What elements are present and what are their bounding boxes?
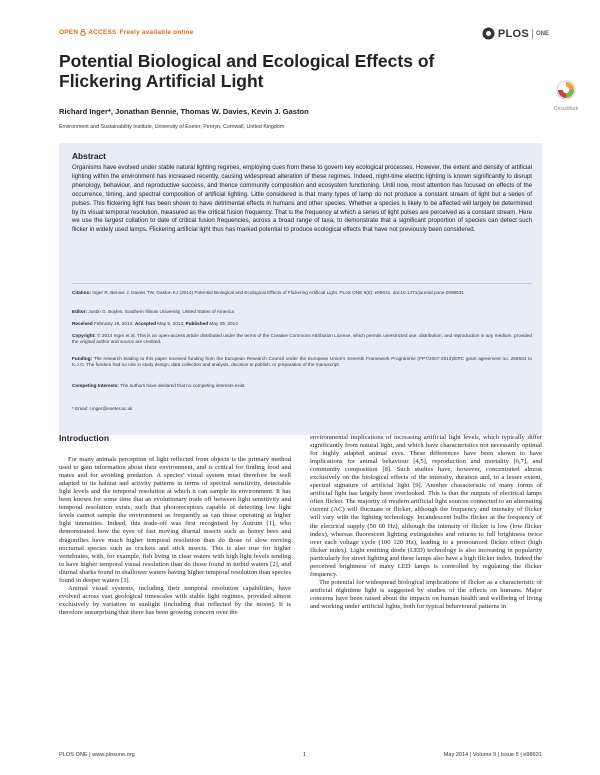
open-label: OPEN	[59, 29, 79, 36]
competing-interests-line	[72, 383, 532, 389]
author-list: Richard Inger*, Jonathan Bennie, Thomas W. Davies, Kevin J. Gaston	[59, 107, 309, 116]
crossmark-icon	[556, 80, 576, 100]
funding-line	[72, 356, 532, 368]
intro-paragraph: environmental implications of increasing artificial light levels, which typically differ significantly from natural light, and which have characteristics not necessarily optimal for highly adapted animal eyes. These differences have been shown to have implications for animal behaviour [4,5], reproduction and mortality [6,7], and community composition [8]. Such studies have, however, concentrated almost exclusively on the biological effects of the intensity, duration and, to a lesser extent, spectral signature of artificial light [9]. Another characteristic of many forms of artificial light has largely been overlooked. This is that the outputs of electrical lamps often flicker. The majority of modern artificial light sources connected to an alternating current (AC) will fluctuate or flicker, although the frequency and intensity of flicker will vary with the lighting technology. Incandescent bulbs flicker at the frequency of the electrical supply (50 60 Hz), although the intensity of flicker is low (low flicker index), whereas fluorescent lighting extinguishes and returns to full brightness twice over each voltage cycle (100 120 Hz), leading to a pronounced flicker effect (high flicker index). Light emitting diode (LED) technology is also increasing in popularity particularly for street lighting and these lamps also have a high flicker index. Indeed the perceived brightness of many LED lamps is controlled by regulating the flicker frequency.	[310, 434, 542, 578]
plos-one-logo	[482, 27, 549, 40]
competing-label: Competing Interests:	[72, 383, 119, 388]
intro-paragraph: The potential for widespread biological implications of flicker as a characteristic of artificial nighttime light is suggested by studies of the effects on humans. Major concerns have been raised about the impacts on human health and wellbeing of living and working under artificial lights, both for typical behavioural patterns in	[310, 578, 542, 610]
accepted-date: May 5, 2014;	[157, 321, 185, 326]
page-footer	[59, 752, 542, 762]
citation-label: Citation:	[72, 290, 92, 295]
plos-logo-icon	[482, 27, 495, 40]
plos-wordmark: PLOS	[497, 27, 529, 40]
editor-line	[72, 309, 532, 315]
intro-paragraph: Animal visual systems, including their temporal resolution capabilities, have evolved across vast geological timescales with stable light regimes, provided almost exclusively by variation in sunlight (including that reflected by the moon). It is therefore unsurprising that there has been growing concern over the	[59, 584, 291, 616]
crossmark-label: CrossMark	[553, 106, 579, 112]
body-column-right	[310, 434, 542, 611]
access-label: ACCESS	[88, 29, 117, 36]
footer-journal-url[interactable]: PLOS ONE | www.plosone.org	[59, 752, 135, 758]
abstract-text: Organisms have evolved under stable natural lighting regimes, employing cues from these to govern key ecological processes. However, the extent and density of artificial lighting within the environment has increased recently, causing widespread alteration of these regimes. Indeed, night-time electric lighting is known significantly to disrupt phenology, behaviour, and reproductive success, and thence community composition and ecosystem functioning. Until now, most attention has focused on effects of the occurrence, timing, and spectral composition of artificial lighting. Little considered is that many types of lamp do not produce a constant stream of light but a series of pulses. This flickering light has been shown to have detrimental effects in humans and other species. Whether a species is likely to be affected will largely be determined by its visual temporal resolution, measured as the critical fusion frequency. That is the frequency at which a series of light pulses are perceived as a constant stream. Here we use the largest collation to date of critical fusion frequencies, across a broad range of taxa, to demonstrate that a significant proportion of species can detect such flicker in widely used lamps. Flickering artificial light thus has marked potential to produce ecological effects that have not previously been considered.	[72, 164, 532, 234]
page-number: 1	[303, 752, 307, 758]
copyright-text: © 2014 Inger et al. This is an open-access article distributed under the terms of the Creative Commons Attribution License, which permits unrestricted use, distribution, and reproduction in any medium, provided the original author and source are credited.	[72, 333, 532, 345]
abstract-heading: Abstract	[72, 151, 106, 161]
footer-issue-info: May 2014 | Volume 9 | Issue 5 | e98631	[443, 752, 542, 758]
citation-text: Inger R, Bennie J, Davies TW, Gaston KJ (2014) Potential Biological and Ecological Effects of Flickering Artificial Light. PLoS ONE 9(5): e98631. doi:10.1371/journal.pone.0098631	[92, 290, 464, 295]
published-label: Published	[185, 321, 209, 326]
abstract-divider	[72, 283, 532, 284]
affiliation: Environment and Sustainability Institute, University of Exeter, Penryn, Cornwall, United Kingdom	[59, 124, 285, 130]
funding-label: Funding:	[72, 356, 93, 361]
abstract-section	[72, 151, 532, 235]
copyright-line	[72, 333, 532, 345]
funding-text: The research leading to this paper received funding from the European Research Council under the European Union's Seventh Framework Programme (FP7/2007-2013)/ERC grant agreement no. 268504 to K.J.G. The funders had no role in study design, data collection and analysis, decision to publish, or preparation of the manuscript.	[72, 356, 532, 368]
copyright-label: Copyright:	[72, 333, 96, 338]
competing-text: The authors have declared that no competing interests exist.	[120, 383, 246, 388]
plos-one-label: ONE	[535, 30, 549, 37]
accepted-label: Accepted	[134, 321, 156, 326]
editor-text: Justin G. Boyles, Southern Illinois University, United States of America	[88, 309, 234, 314]
received-label: Received	[72, 321, 93, 326]
dates-line	[72, 321, 532, 327]
freely-available-label: Freely available online	[119, 29, 194, 36]
intro-paragraph: For many animals perception of light reflected from objects is the primary method used to gain information about their environment, and is critical for finding food and mates and for avoiding predation. A species' visual system must therefore be well adapted to its habitat and activity patterns in terms of spectral sensitivity, detectable light levels and the temporal resolution at which it can sample its environment. It has been known for some time that an evolutionary trade off between light sensitivity and temporal resolution exists, such that photoreceptors capable of detecting low light levels cannot sample the environment as frequently as can those operating at higher light intensities. Indeed, this trade-off was first recognised by Autrum [1], who demonstrated how the eyes of fast moving diurnal insects such as honey bees and dragonflies have much higher temporal resolution than do those of slow moving nocturnal species such as crickets and stick insects. This is also true for higher vertebrates, with, for example, fish living in clear waters with high light levels tending to have higher temporal visual resolution than do those found in turbid waters [2], and diurnal sharks found in shallower waters having higher temporal resolution than species found in deeper waters [3].	[59, 456, 292, 584]
body-column-left	[59, 434, 291, 617]
crossmark-badge[interactable]	[549, 80, 583, 112]
logo-divider	[532, 29, 533, 39]
published-date: May 29, 2014	[209, 321, 238, 326]
received-date: February 18, 2014;	[93, 321, 134, 326]
open-access-lock-icon	[80, 29, 86, 36]
editor-label: Editor:	[72, 309, 88, 314]
email-line[interactable]	[72, 406, 532, 412]
corresponding-email[interactable]: * Email: r.inger@exeter.ac.uk	[72, 406, 133, 411]
open-access-badge	[59, 29, 194, 36]
journal-header	[59, 27, 549, 41]
introduction-heading: Introduction	[59, 433, 110, 443]
citation-line	[72, 290, 532, 296]
abstract-box	[59, 143, 542, 435]
article-title: Potential Biological and Ecological Effects of Flickering Artificial Light	[59, 51, 435, 91]
